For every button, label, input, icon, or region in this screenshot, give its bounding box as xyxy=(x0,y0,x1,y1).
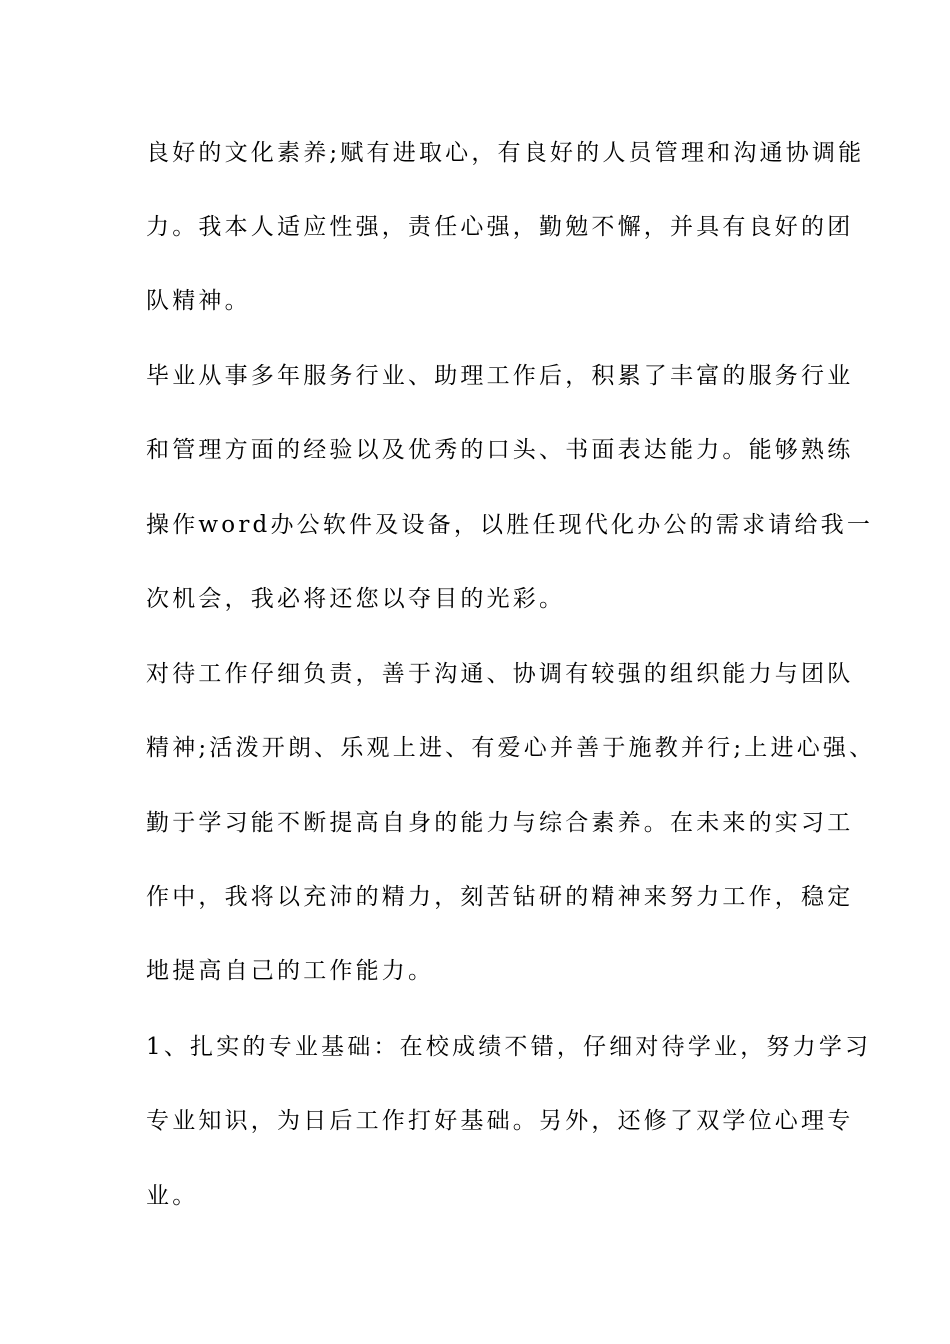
text-line: 地提高自己的工作能力。 xyxy=(146,958,435,984)
text-line: 次机会，我必将还您以夺目的光彩。 xyxy=(146,586,566,612)
text-line: 队精神。 xyxy=(146,288,251,314)
text-line: 良好的文化素养;赋有进取心，有良好的人员管理和沟通协调能 xyxy=(146,140,865,166)
text-line: 1、扎实的专业基础：在校成绩不错，仔细对待学业，努力学习 xyxy=(146,1034,872,1060)
text-line: 作中，我将以充沛的精力，刻苦钻研的精神来努力工作，稳定 xyxy=(146,884,854,910)
text-line: 勤于学习能不断提高自身的能力与综合素养。在未来的实习工 xyxy=(146,810,854,836)
text-line: 力。我本人适应性强，责任心强，勤勉不懈，并具有良好的团 xyxy=(146,214,854,240)
text-line: 业。 xyxy=(146,1183,199,1209)
text-line: 操作word办公软件及设备，以胜任现代化办公的需求请给我一 xyxy=(146,512,874,538)
text-line: 和管理方面的经验以及优秀的口头、书面表达能力。能够熟练 xyxy=(146,437,854,463)
text-line: 专业知识，为日后工作打好基础。另外，还修了双学位心理专 xyxy=(146,1108,854,1134)
text-line: 对待工作仔细负责，善于沟通、协调有较强的组织能力与团队 xyxy=(146,661,854,687)
text-line: 精神;活泼开朗、乐观上进、有爱心并善于施教并行;上进心强、 xyxy=(146,735,876,761)
text-line: 毕业从事多年服务行业、助理工作后，积累了丰富的服务行业 xyxy=(146,363,854,389)
